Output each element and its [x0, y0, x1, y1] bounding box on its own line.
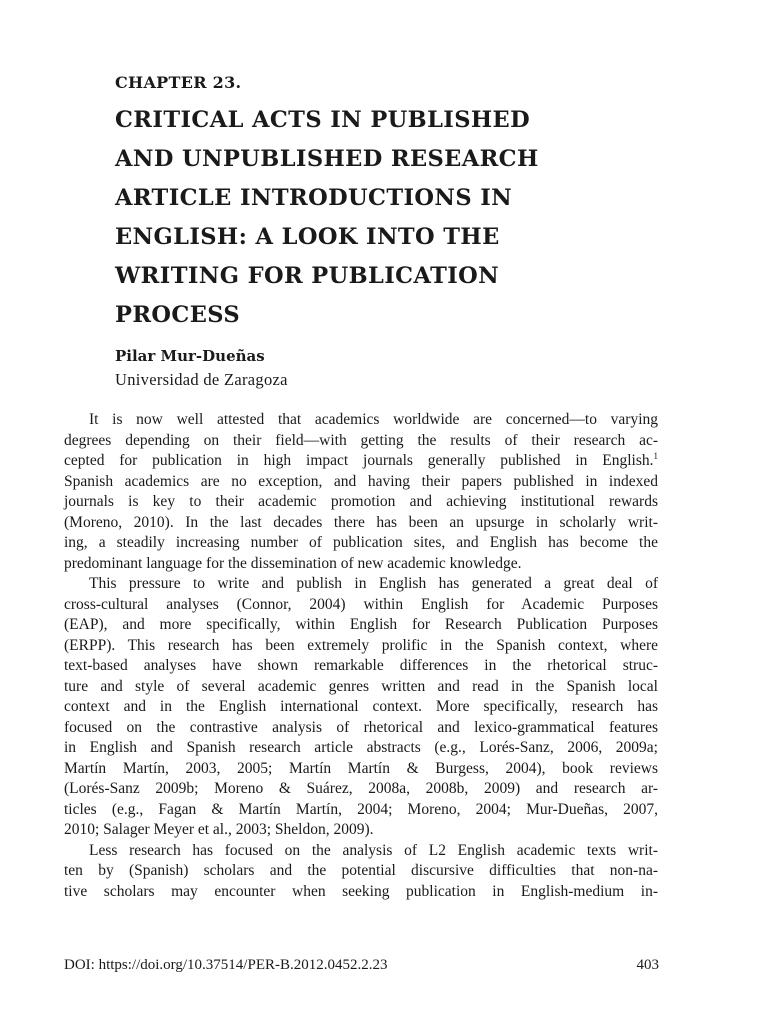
- text-line: cross-cultural analyses (Connor, 2004) within English for Academic Purposes: [64, 595, 658, 613]
- chapter-label: CHAPTER 23.: [115, 73, 242, 92]
- chapter-title-line: PROCESS: [115, 302, 241, 328]
- chapter-title-line: ENGLISH: A LOOK INTO THE: [115, 224, 500, 250]
- text-line: text-based analyses have shown remarkable differences in the rhetorical struc-: [64, 657, 658, 674]
- text-line: It is now well attested that academics worldwide are concerned—to varying: [89, 411, 658, 428]
- text-line: ticles (e.g., Fagan & Martín Martín, 2004; Moreno, 2004; Mur-Dueñas, 2007,: [64, 800, 658, 818]
- text-line: Spanish academics are no exception, and having their papers published in indexed: [64, 472, 658, 490]
- text-line: focused on the contrastive analysis of rhetorical and lexico-grammatical features: [64, 718, 658, 736]
- text-line: ing, a steadily increasing number of publication sites, and English has become the: [64, 534, 658, 551]
- body-text: [64, 410, 658, 902]
- text-line: degrees depending on their field—with getting the results of their research ac-: [64, 431, 658, 449]
- text-line: cepted for publication in high impact journals generally published in English.$^1$: [64, 450, 658, 469]
- text-line: This pressure to write and publish in English has generated a great deal of: [89, 575, 658, 592]
- footnote-reference[interactable]: 1: [653, 450, 658, 461]
- chapter-title-line: CRITICAL ACTS IN PUBLISHED: [115, 107, 531, 133]
- text-line: (Lorés-Sanz 2009b; Moreno & Suárez, 2008a, 2008b, 2009) and research ar-: [64, 780, 658, 797]
- text-line: (Moreno, 2010). In the last decades there has been an upsurge in scholarly writ-: [64, 513, 658, 531]
- text-line: ten by (Spanish) scholars and the potential discursive difficulties that non-na-: [64, 862, 658, 879]
- text-line: Less research has focused on the analysis of L2 English academic texts writ-: [89, 841, 658, 859]
- author-affiliation: Universidad de Zaragoza: [115, 370, 288, 389]
- chapter-title-line: ARTICLE INTRODUCTIONS IN: [115, 185, 513, 211]
- text-line: predominant language for the dissemination of new academic knowledge.: [64, 554, 522, 572]
- text-line: (ERPP). This research has been extremely prolific in the Spanish context, where: [64, 636, 658, 654]
- chapter-title-line: WRITING FOR PUBLICATION: [115, 263, 500, 289]
- text-line: (EAP), and more specifically, within English for Research Publication Purposes: [64, 616, 658, 633]
- text-line: journals is key to their academic promotion and achieving institutional rewards: [64, 493, 658, 510]
- doi-link[interactable]: DOI: https://doi.org/10.37514/PER-B.2012.0452.2.23: [64, 957, 388, 973]
- text-line: context and in the English international context. More specifically, research has: [64, 698, 658, 715]
- page-number: 403: [636, 957, 659, 973]
- text-line: tive scholars may encounter when seeking publication in English-medium in-: [64, 882, 658, 900]
- chapter-title-line: AND UNPUBLISHED RESEARCH: [115, 146, 539, 172]
- text-line: Martín Martín, 2003, 2005; Martín Martín & Burgess, 2004), book reviews: [64, 759, 658, 777]
- text-line: 2010; Salager Meyer et al., 2003; Sheldon, 2009).: [64, 821, 374, 838]
- text-line: ture and style of several academic genres written and read in the Spanish local: [64, 677, 658, 695]
- text-line: in English and Spanish research article abstracts (e.g., Lorés-Sanz, 2006, 2009a;: [64, 739, 658, 756]
- author-name: Pilar Mur-Dueñas: [115, 347, 265, 365]
- chapter-title: [115, 101, 655, 335]
